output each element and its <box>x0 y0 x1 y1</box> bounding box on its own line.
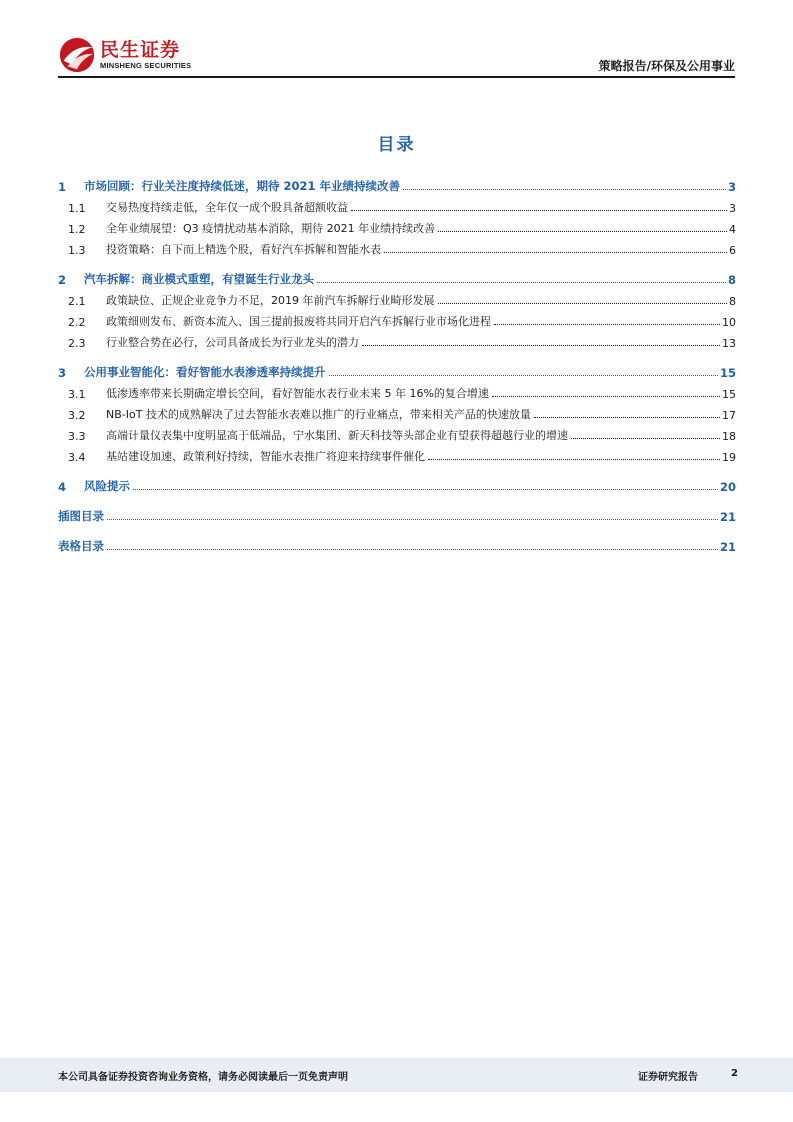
toc-section-entry[interactable] <box>58 263 736 287</box>
toc-entry-title: 行业整合势在必行，公司具备成长为行业龙头的潜力 <box>106 336 359 349</box>
toc-subsection-entry[interactable] <box>58 194 736 215</box>
minsheng-logo-icon <box>58 36 96 74</box>
toc-entry-page: 21 <box>719 540 736 554</box>
toc-entry-number: 2.3 <box>68 337 86 350</box>
toc-leader-dots <box>107 549 718 550</box>
toc-leader-dots <box>438 231 727 232</box>
toc-entry-number: 3 <box>58 366 67 380</box>
footer-doc-type: 证券研究报告 <box>638 1072 698 1083</box>
toc-leader-dots <box>384 252 727 253</box>
toc-entry-page: 3 <box>729 202 736 215</box>
toc-entry-title: 交易热度持续走低，全年仅一成个股具备超额收益 <box>106 201 348 214</box>
toc-entry-page: 8 <box>727 273 736 287</box>
toc-leader-dots <box>317 282 726 283</box>
toc-section-entry[interactable] <box>58 170 736 194</box>
toc-leader-dots <box>494 324 720 325</box>
toc-leader-dots <box>351 210 727 211</box>
toc-entry-title: 风险提示 <box>84 479 130 493</box>
toc-leader-dots <box>438 303 728 304</box>
toc-subsection-entry[interactable] <box>58 401 736 422</box>
toc-entry-number: 2.2 <box>68 316 86 329</box>
toc-subsection-entry[interactable] <box>58 236 736 257</box>
toc-entry-page: 8 <box>729 295 736 308</box>
toc-entry-page: 3 <box>727 180 736 194</box>
header-divider <box>58 76 735 78</box>
toc-entry-page: 6 <box>729 244 736 257</box>
toc-entry-number: 3.3 <box>68 430 86 443</box>
toc-entry-page: 15 <box>722 388 736 401</box>
toc-entry-title: 插图目录 <box>58 509 104 523</box>
toc-entry-page: 21 <box>719 510 736 524</box>
toc-entry-number: 1.1 <box>68 202 86 215</box>
toc-leader-dots <box>329 375 718 376</box>
toc-section-entry[interactable] <box>58 470 736 494</box>
toc-subsection-entry[interactable] <box>58 287 736 308</box>
toc-section-entry[interactable] <box>58 356 736 380</box>
toc-entry-number: 1.3 <box>68 244 86 257</box>
toc-section-entry[interactable] <box>58 530 736 554</box>
toc-entry-title: 高端计量仪表集中度明显高于低端品，宁水集团、新天科技等头部企业有望获得超越行业的增速 <box>106 429 568 442</box>
toc-section-entry[interactable] <box>58 500 736 524</box>
toc-subsection-entry[interactable] <box>58 422 736 443</box>
toc-entry-number: 2 <box>58 273 67 287</box>
toc-entry-page: 18 <box>722 430 736 443</box>
toc-title: 目录 <box>377 135 416 155</box>
toc-entry-page: 4 <box>729 223 736 236</box>
toc-entry-title: 全年业绩展望：Q3 疫情扰动基本消除，期待 2021 年业绩持续改善 <box>106 222 436 235</box>
toc-subsection-entry[interactable] <box>58 215 736 236</box>
toc-entry-number: 1.2 <box>68 223 86 236</box>
toc-entry-page: 13 <box>722 337 736 350</box>
toc-leader-dots <box>107 519 718 520</box>
footer-disclaimer: 本公司具备证券投资咨询业务资格，请务必阅读最后一页免责声明 <box>58 1072 348 1083</box>
toc-entry-number: 3.1 <box>68 388 86 401</box>
toc-subsection-entry[interactable] <box>58 380 736 401</box>
toc-entry-title: 低渗透率带来长期确定增长空间，看好智能水表行业未来 5 年 16%的复合增速 <box>106 387 489 400</box>
toc-leader-dots <box>534 417 720 418</box>
page-number: 2 <box>731 1068 738 1079</box>
toc-entry-title: 政策细则发布、新资本流入、国三提前报废将共同开启汽车拆解行业市场化进程 <box>106 315 491 328</box>
toc-leader-dots <box>362 345 720 346</box>
toc-entry-title: 政策缺位、正规企业竞争力不足，2019 年前汽车拆解行业畸形发展 <box>106 294 435 307</box>
toc-subsection-entry[interactable] <box>58 308 736 329</box>
toc-entry-number: 2.1 <box>68 295 86 308</box>
toc-entry-number: 4 <box>58 480 67 494</box>
toc-subsection-entry[interactable] <box>58 443 736 464</box>
brand-name-en: MINSHENG SECURITIES <box>100 61 192 70</box>
toc-leader-dots <box>428 459 720 460</box>
toc-entry-page: 10 <box>722 316 736 329</box>
toc-leader-dots <box>571 438 720 439</box>
toc-entry-page: 15 <box>719 366 736 380</box>
toc-entry-title: 汽车拆解：商业模式重塑，有望诞生行业龙头 <box>84 272 314 286</box>
page-footer <box>0 1058 793 1092</box>
toc-entry-title: 基站建设加速、政策利好持续，智能水表推广将迎来持续事件催化 <box>106 450 425 463</box>
toc-leader-dots <box>133 489 718 490</box>
toc-entry-page: 19 <box>722 451 736 464</box>
toc-leader-dots <box>403 189 726 190</box>
toc-entry-title: NB-IoT 技术的成熟解决了过去智能水表难以推广的行业痛点，带来相关产品的快速放量 <box>106 408 531 421</box>
brand-logo <box>58 34 191 76</box>
toc-entry-number: 3.4 <box>68 451 86 464</box>
toc-entry-title: 表格目录 <box>58 539 104 553</box>
toc-entry-title: 公用事业智能化：看好智能水表渗透率持续提升 <box>84 365 326 379</box>
brand-name-cn: 民生证券 <box>100 39 181 61</box>
toc-entry-page: 17 <box>722 409 736 422</box>
page-header <box>0 0 793 80</box>
toc-entry-title: 投资策略：自下而上精选个股，看好汽车拆解和智能水表 <box>106 243 381 256</box>
toc-entry-page: 20 <box>719 480 736 494</box>
toc-entry-number: 3.2 <box>68 409 86 422</box>
toc-entry-title: 市场回顾：行业关注度持续低迷，期待 2021 年业绩持续改善 <box>84 179 401 193</box>
toc-entry-number: 1 <box>58 180 67 194</box>
toc-subsection-entry[interactable] <box>58 329 736 350</box>
report-category: 策略报告/环保及公用事业 <box>598 59 735 73</box>
table-of-contents <box>58 170 736 554</box>
toc-leader-dots <box>492 396 720 397</box>
